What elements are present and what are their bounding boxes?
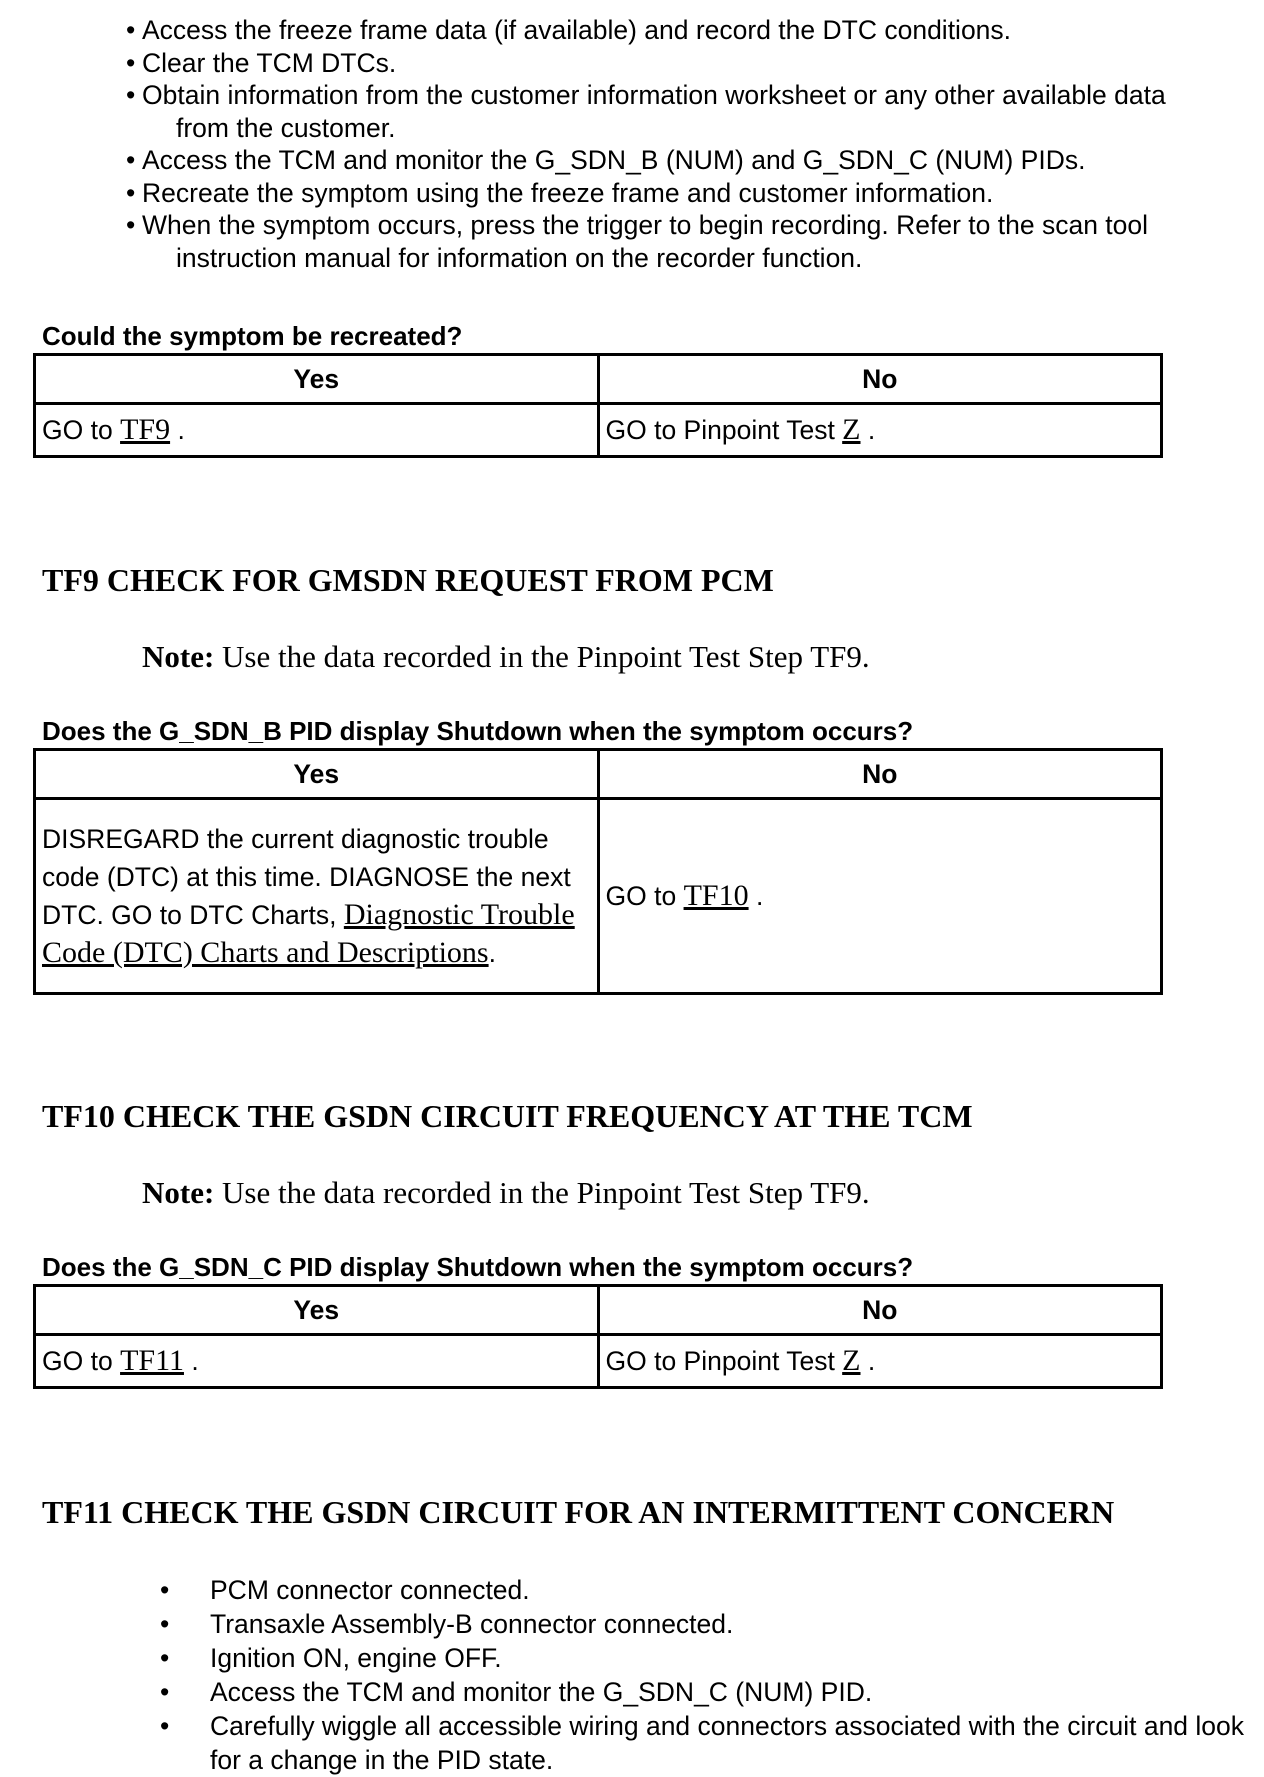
tf9-heading: TF9 CHECK FOR GMSDN REQUEST FROM PCM <box>42 562 774 598</box>
bullet-icon: • <box>126 80 136 110</box>
pinpoint-z-link[interactable]: Z <box>842 1344 861 1377</box>
no-cell: GO to TF10 . <box>598 799 1162 994</box>
question-g-sdn-c: Does the G_SDN_C PID display Shutdown when the symptom occurs? <box>42 1252 914 1282</box>
question-symptom-recreated: Could the symptom be recreated? <box>42 321 463 351</box>
tf9-note: Note: Use the data recorded in the Pinpoint Test Step TF9. <box>142 639 870 674</box>
list-item: • Access the TCM and monitor the G_SDN_C (NUM) PID. <box>160 1677 873 1707</box>
list-item: • Access the TCM and monitor the G_SDN_B (NUM) and G_SDN_C (NUM) PIDs. <box>126 145 1086 175</box>
bullet-icon: • <box>126 210 136 240</box>
bullet-icon: • <box>160 1575 170 1605</box>
question-g-sdn-b: Does the G_SDN_B PID display Shutdown when the symptom occurs? <box>42 716 914 746</box>
tf9-link[interactable]: TF9 <box>120 413 171 446</box>
bullet-icon: • <box>126 145 136 175</box>
tf11-bullet-list <box>160 1573 1250 1777</box>
bullet-icon: • <box>160 1677 170 1707</box>
no-header: No <box>598 355 1162 404</box>
bullet-icon: • <box>126 47 136 78</box>
tf10-note: Note: Use the data recorded in the Pinpoint Test Step TF9. <box>142 1175 870 1210</box>
list-item: • Transaxle Assembly-B connector connected. <box>160 1609 734 1639</box>
no-cell: GO to Pinpoint Test Z . <box>598 404 1162 457</box>
yes-header: Yes <box>35 1286 599 1335</box>
yes-cell: DISREGARD the current diagnostic trouble code (DTC) at this time. DIAGNOSE the next DTC. GO to DTC Charts, Diagnostic Trouble Code (DTC) Charts and Descriptions. <box>35 799 599 994</box>
yes-header: Yes <box>35 750 599 799</box>
decision-table-tf10 <box>33 1284 1163 1389</box>
list-item: • Recreate the symptom using the freeze frame and customer information. <box>126 177 994 208</box>
pinpoint-z-link[interactable]: Z <box>842 413 861 446</box>
list-item: • Access the freeze frame data (if available) and record the DTC conditions. <box>126 15 1012 45</box>
dtc-charts-link[interactable]: Diagnostic Trouble Code (DTC) Charts and Descriptions <box>42 898 575 969</box>
tf10-heading: TF10 CHECK THE GSDN CIRCUIT FREQUENCY AT THE TCM <box>42 1098 973 1134</box>
list-item: • When the symptom occurs, press the trigger to begin recording. Refer to the scan tool instruction manual for information on the recorder function. <box>126 210 1149 273</box>
yes-cell: GO to TF11 . <box>35 1335 599 1388</box>
no-header: No <box>598 750 1162 799</box>
no-cell: GO to Pinpoint Test Z . <box>598 1335 1162 1388</box>
bullet-icon: • <box>126 177 136 208</box>
yes-header: Yes <box>35 355 599 404</box>
bullet-icon: • <box>126 15 136 45</box>
tf11-heading: TF11 CHECK THE GSDN CIRCUIT FOR AN INTERMITTENT CONCERN <box>42 1494 1115 1530</box>
bullet-icon: • <box>160 1643 170 1673</box>
decision-table-tf9 <box>33 748 1163 995</box>
tf10-link[interactable]: TF10 <box>683 879 749 912</box>
yes-cell: GO to TF9 . <box>35 404 599 457</box>
tf11-link[interactable]: TF11 <box>120 1344 184 1377</box>
list-item: • Ignition ON, engine OFF. <box>160 1643 502 1673</box>
intro-bullet-list <box>126 14 1236 274</box>
no-header: No <box>598 1286 1162 1335</box>
list-item: • PCM connector connected. <box>160 1575 530 1605</box>
bullet-icon: • <box>160 1711 170 1741</box>
list-item: • Carefully wiggle all accessible wiring and connectors associated with the circuit and look for a change in the PID state. <box>160 1711 1245 1775</box>
decision-table-q1 <box>33 353 1163 458</box>
list-item: • Obtain information from the customer information worksheet or any other available data from the customer. <box>126 80 1166 143</box>
bullet-icon: • <box>160 1609 170 1639</box>
list-item: • Clear the TCM DTCs. <box>126 47 397 78</box>
